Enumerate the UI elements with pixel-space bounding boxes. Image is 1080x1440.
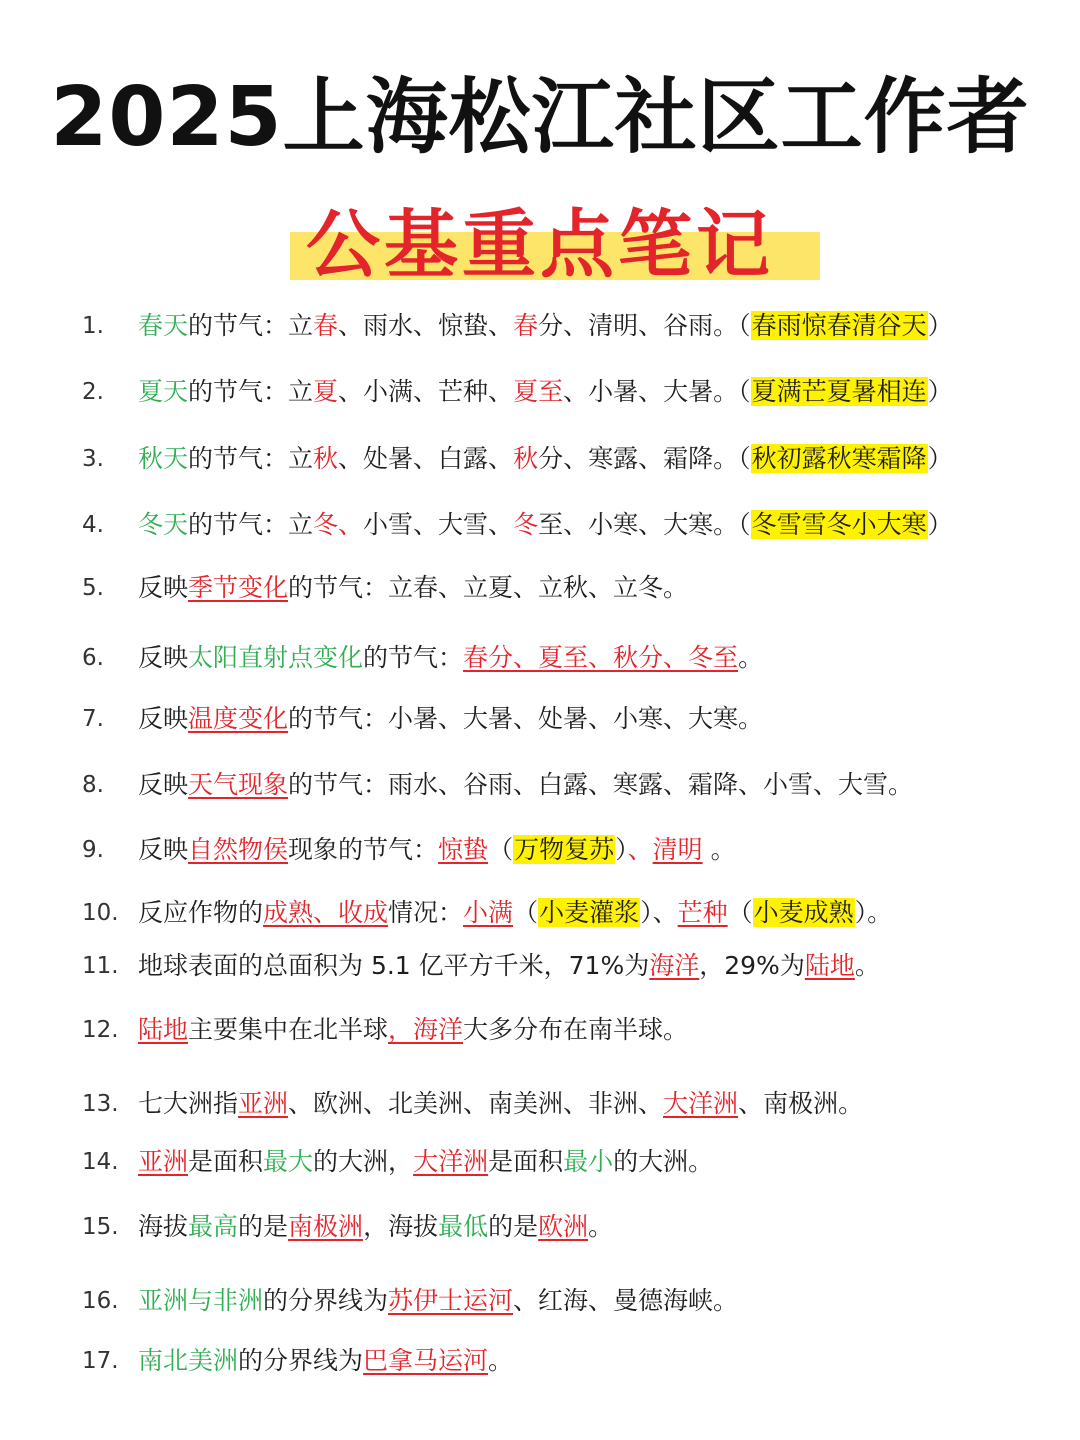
list-item	[0, 946, 1080, 986]
item-number: 6.	[82, 645, 104, 671]
text-segment: 的大洲，	[313, 1147, 414, 1176]
item-number: 7.	[82, 706, 104, 732]
green-keyword: 最低	[438, 1212, 489, 1241]
green-keyword: 秋天	[138, 444, 189, 473]
list-item	[0, 1010, 1080, 1050]
text-segment: 的分界线为	[263, 1286, 389, 1315]
item-text	[138, 830, 736, 870]
text-segment: 、小满、芒种、	[338, 377, 514, 406]
item-text	[138, 568, 688, 608]
item-text	[138, 1010, 688, 1050]
list-item	[0, 1341, 1080, 1381]
item-text	[138, 1281, 738, 1321]
green-keyword: 太阳直射点变化	[188, 643, 364, 672]
item-number: 14.	[82, 1149, 119, 1175]
text-segment: 、红海、曼德海峡。	[513, 1286, 739, 1315]
underlined-keyword: 芒种	[677, 898, 728, 927]
text-segment: 分、寒露、霜降。（	[538, 444, 751, 473]
red-keyword: 夏	[313, 377, 339, 406]
text-segment: 反映	[138, 704, 189, 733]
list-item	[0, 830, 1080, 870]
red-keyword: 冬	[513, 510, 539, 539]
list-item	[0, 439, 1080, 479]
text-segment: 七大洲指	[138, 1089, 239, 1118]
underlined-keyword: 小满	[463, 898, 514, 927]
text-segment: 、南极洲。	[738, 1089, 864, 1118]
underlined-keyword: 清明	[652, 835, 703, 864]
item-number: 1.	[82, 313, 104, 339]
underlined-keyword: 苏伊士运河	[388, 1286, 514, 1315]
text-segment: 的大洲。	[613, 1147, 714, 1176]
highlighted-mnemonic: 小麦灌浆	[539, 898, 640, 927]
underlined-keyword: 自然物侯	[188, 835, 289, 864]
text-segment: 、欧洲、北美洲、南美洲、非洲、	[288, 1089, 664, 1118]
green-keyword: 冬天	[138, 510, 189, 539]
text-segment: （	[727, 898, 753, 927]
text-segment: 、小暑、大暑。（	[563, 377, 751, 406]
underlined-keyword: 海洋	[649, 951, 700, 980]
highlighted-mnemonic: 春雨惊春清谷天	[751, 311, 927, 340]
text-segment: 反映	[138, 643, 189, 672]
item-text	[138, 946, 880, 986]
underlined-keyword: 欧洲	[538, 1212, 589, 1241]
underlined-keyword: 亚洲	[238, 1089, 289, 1118]
green-keyword: 最高	[188, 1212, 239, 1241]
text-segment: 的节气：雨水、谷雨、白露、寒露、霜降、小雪、大雪。	[288, 770, 914, 799]
text-segment: 的节气：立	[188, 311, 314, 340]
item-number: 16.	[82, 1288, 119, 1314]
text-segment: 反映	[138, 835, 189, 864]
item-text	[138, 1207, 613, 1247]
underlined-keyword: 大洋洲	[413, 1147, 489, 1176]
text-segment: ）	[615, 835, 628, 864]
underlined-keyword: 南极洲	[288, 1212, 364, 1241]
text-segment: 现象的节气：	[288, 835, 439, 864]
list-item	[0, 505, 1080, 545]
item-text	[138, 1084, 863, 1124]
text-segment: 的节气：立	[188, 377, 314, 406]
list-item	[0, 306, 1080, 346]
item-number: 11.	[82, 953, 119, 979]
text-segment: 是面积	[188, 1147, 264, 1176]
text-segment: 。	[738, 643, 764, 672]
item-number: 13.	[82, 1091, 119, 1117]
text-segment: ）	[927, 377, 953, 406]
text-segment: 是面积	[488, 1147, 564, 1176]
item-text	[138, 306, 953, 346]
text-segment: 的分界线为	[238, 1346, 364, 1375]
text-segment: 情况：	[388, 898, 464, 927]
text-segment: ）	[927, 510, 953, 539]
list-item	[0, 893, 1080, 933]
green-keyword: 南北美洲	[138, 1346, 239, 1375]
highlighted-mnemonic: 夏满芒夏暑相连	[751, 377, 927, 406]
underlined-keyword: 温度变化	[188, 704, 289, 733]
green-keyword: 春天	[138, 311, 189, 340]
underlined-keyword: 亚洲	[138, 1147, 189, 1176]
text-segment: 地球表面的总面积为 5.1 亿平方千米，71%为	[138, 951, 650, 980]
text-segment: ，海拔	[363, 1212, 439, 1241]
text-segment: （	[488, 835, 514, 864]
text-segment: ）。	[854, 898, 893, 927]
green-keyword: 夏天	[138, 377, 189, 406]
item-text	[138, 638, 763, 678]
text-segment: 反应作物的	[138, 898, 264, 927]
text-segment: 。	[854, 951, 880, 980]
text-segment: ）	[927, 311, 953, 340]
text-segment: 。	[588, 1212, 614, 1241]
green-keyword: 最大	[263, 1147, 314, 1176]
item-text	[138, 372, 953, 412]
text-segment: 反映	[138, 573, 189, 602]
text-segment: 分、清明、谷雨。（	[538, 311, 751, 340]
green-keyword: 亚洲与非洲	[138, 1286, 264, 1315]
underlined-keyword: 陆地	[804, 951, 855, 980]
item-text	[138, 505, 953, 545]
underlined-keyword: ，海洋	[388, 1015, 464, 1044]
underlined-keyword: 成熟、收成	[263, 898, 389, 927]
red-keyword: 夏至	[513, 377, 564, 406]
red-keyword: 冬、	[313, 510, 364, 539]
item-number: 10.	[82, 900, 119, 926]
item-text	[138, 765, 913, 805]
underlined-keyword: 陆地	[138, 1015, 189, 1044]
highlighted-mnemonic: 冬雪雪冬小大寒	[751, 510, 927, 539]
item-number: 15.	[82, 1214, 119, 1240]
item-number: 9.	[82, 837, 104, 863]
item-text	[138, 1142, 713, 1182]
text-segment: 的是	[488, 1212, 539, 1241]
item-text	[138, 439, 953, 479]
text-segment: 、雨水、惊蛰、	[338, 311, 514, 340]
page-subtitle: 公基重点笔记	[306, 202, 774, 288]
red-keyword: 春	[513, 311, 539, 340]
text-segment: 海拔	[138, 1212, 189, 1241]
underlined-keyword: 天气现象	[188, 770, 289, 799]
text-segment: ）	[927, 444, 953, 473]
green-keyword: 最小	[563, 1147, 614, 1176]
list-item	[0, 638, 1080, 678]
text-segment: ）、	[640, 898, 678, 927]
text-segment: 小雪、大雪、	[363, 510, 514, 539]
list-item	[0, 568, 1080, 608]
list-item	[0, 1084, 1080, 1124]
item-text	[138, 893, 892, 933]
text-segment: 的节气：立	[188, 510, 314, 539]
underlined-keyword: 大洋洲	[663, 1089, 739, 1118]
list-item	[0, 1281, 1080, 1321]
list-item	[0, 765, 1080, 805]
red-keyword: 秋	[513, 444, 539, 473]
text-segment: （	[513, 898, 539, 927]
page-title: 2025上海松江社区工作者	[50, 70, 1030, 165]
item-number: 17.	[82, 1348, 119, 1374]
text-segment: 的是	[238, 1212, 289, 1241]
text-segment: 的节气：立春、立夏、立秋、立冬。	[288, 573, 689, 602]
item-number: 8.	[82, 772, 104, 798]
red-keyword: 、	[627, 835, 653, 864]
list-item	[0, 1142, 1080, 1182]
subtitle-wrap	[0, 186, 1080, 292]
underlined-keyword: 巴拿马运河	[363, 1346, 489, 1375]
text-segment: 的节气：小暑、大暑、处暑、小寒、大寒。	[288, 704, 764, 733]
item-text	[138, 699, 763, 739]
underlined-keyword: 季节变化	[188, 573, 289, 602]
item-number: 5.	[82, 575, 104, 601]
text-segment: 、处暑、白露、	[338, 444, 514, 473]
text-segment: 反映	[138, 770, 189, 799]
text-segment: 。	[488, 1346, 514, 1375]
item-number: 3.	[82, 446, 104, 472]
text-segment: ，29%为	[699, 951, 805, 980]
text-segment: 的节气：立	[188, 444, 314, 473]
list-item	[0, 1207, 1080, 1247]
item-number: 4.	[82, 512, 104, 538]
underlined-keyword: 惊蛰	[438, 835, 489, 864]
item-number: 12.	[82, 1017, 119, 1043]
item-text	[138, 1341, 513, 1381]
highlighted-mnemonic: 小麦成熟	[753, 898, 854, 927]
item-number: 2.	[82, 379, 104, 405]
red-keyword: 春	[313, 311, 339, 340]
underlined-keyword: 春分、夏至、秋分、冬至	[463, 643, 739, 672]
list-item	[0, 699, 1080, 739]
list-item	[0, 372, 1080, 412]
text-segment: 的节气：	[363, 643, 464, 672]
red-keyword: 秋	[313, 444, 339, 473]
text-segment: 。	[702, 835, 736, 864]
highlighted-mnemonic: 万物复苏	[514, 835, 615, 864]
highlighted-mnemonic: 秋初露秋寒霜降	[751, 444, 927, 473]
text-segment: 至、小寒、大寒。（	[538, 510, 751, 539]
text-segment: 大多分布在南半球。	[463, 1015, 689, 1044]
text-segment: 主要集中在北半球	[188, 1015, 389, 1044]
